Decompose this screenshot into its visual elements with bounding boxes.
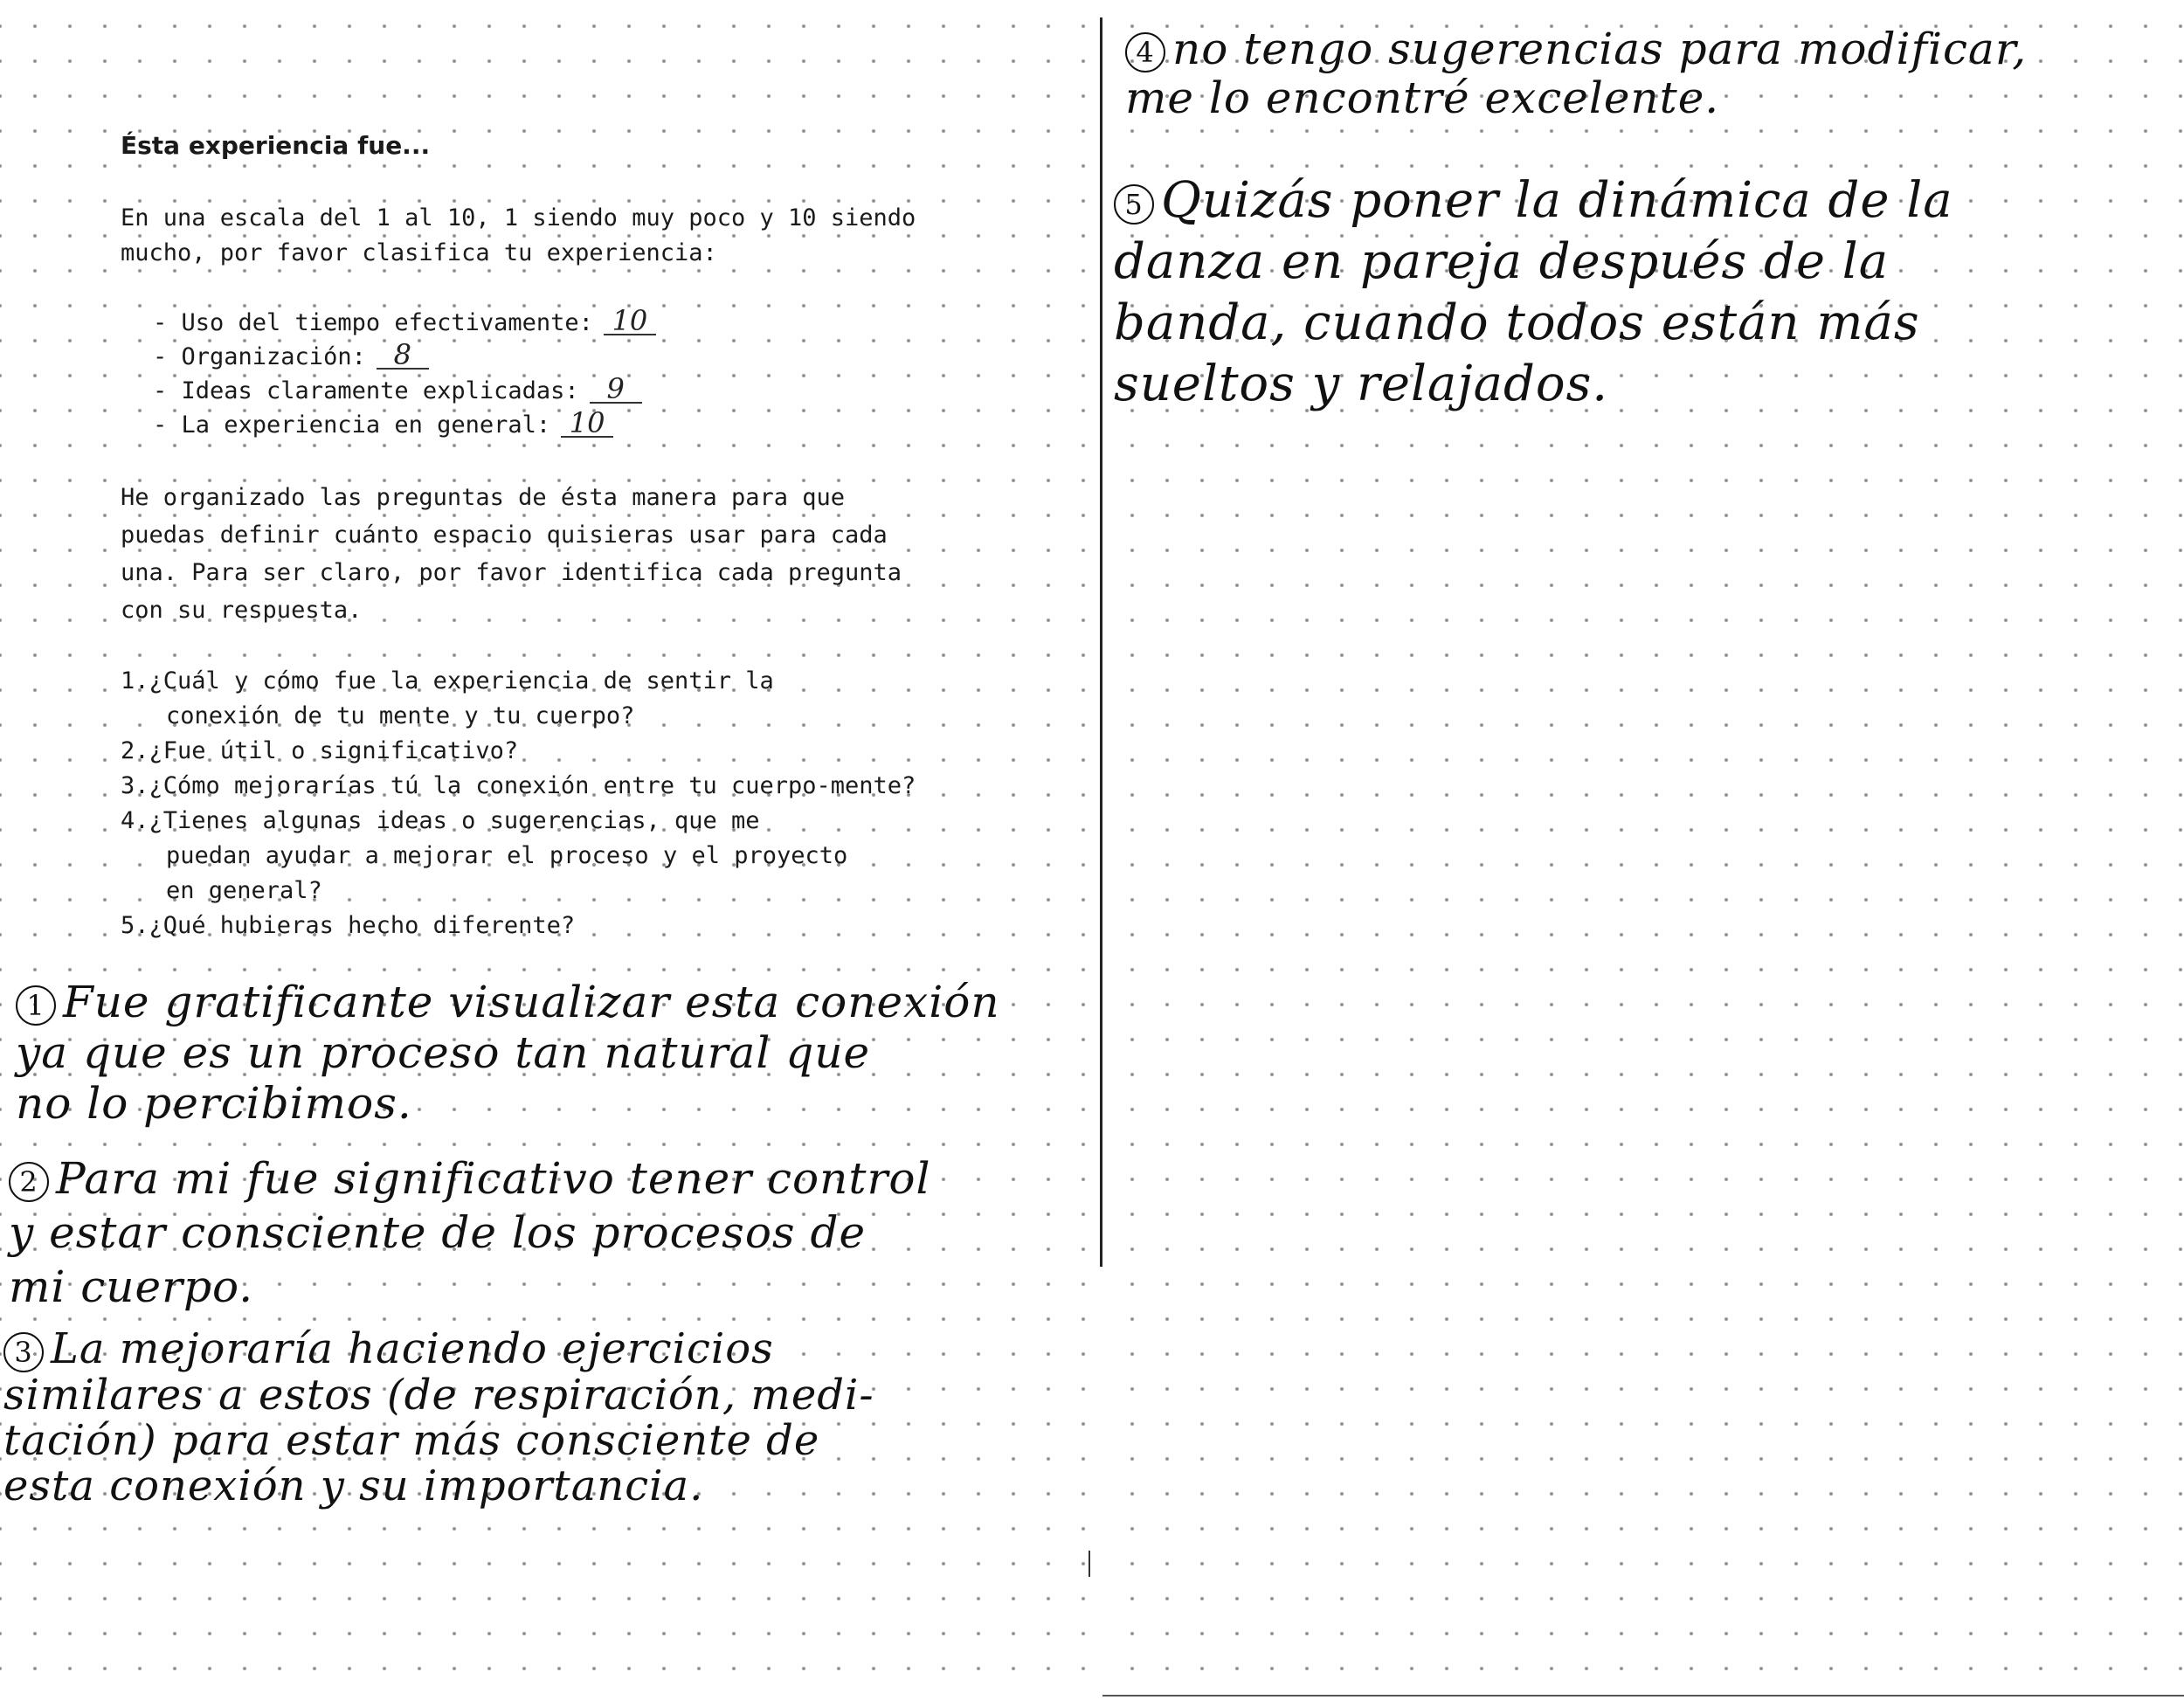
question-text: 4.¿Tienes algunas ideas o sugerencias, que me (121, 807, 760, 834)
question-item (121, 909, 916, 943)
page-bottom-edge (1102, 1695, 2184, 1697)
page-divider-mark (1089, 1551, 1090, 1577)
handwritten-answer-3 (3, 1326, 1087, 1509)
question-item (121, 804, 916, 909)
page-divider (1100, 17, 1102, 1267)
rating-instructions: En una escala del 1 al 10, 1 siendo muy poco y 10 siendo mucho, por favor clasifica tu experiencia: (121, 204, 916, 266)
rating-value: 10 (604, 308, 656, 335)
rating-value: 8 (377, 342, 429, 370)
rating-label: - Organización: (153, 343, 366, 370)
question-item (121, 664, 916, 734)
handwritten-answer-2 (9, 1151, 1079, 1314)
answer-number: 1 (16, 985, 56, 1026)
question-item (121, 769, 916, 804)
answer-text: Fue gratificante visualizar esta conexión ya que es un proceso tan natural que no lo percibimos. (16, 977, 1000, 1129)
rating-item (153, 374, 656, 408)
rating-item (153, 408, 656, 442)
handwritten-answer-4 (1125, 24, 2178, 122)
rating-label: - Ideas claramente explicadas: (153, 377, 579, 404)
answer-text: Quizás poner la dinámica de la danza en pareja después de la banda, cuando todos están más sueltos y relajados. (1114, 172, 1953, 412)
question-item (121, 734, 916, 769)
rating-value: 9 (590, 376, 642, 404)
question-text: 5.¿Qué hubieras hecho diferente? (121, 912, 576, 939)
rating-list (153, 306, 656, 442)
handwritten-answer-5 (1114, 170, 2167, 415)
rating-label: - Uso del tiempo efectivamente: (153, 309, 593, 336)
rating-value: 10 (561, 410, 613, 438)
answer-text: Para mi fue significativo tener control y estar consciente de los procesos de mi cuerpo. (9, 1153, 931, 1312)
question-text: 2.¿Fue útil o significativo? (121, 737, 519, 764)
rating-item (153, 340, 656, 374)
rating-label: - La experiencia en general: (153, 411, 551, 439)
question-text-continued: puedan ayudar a mejorar el proceso y el proyecto en general? (166, 842, 848, 904)
question-explanation: He organizado las preguntas de ésta manera para que puedas definir cuánto espacio quisieras usar para cada una. Para ser claro, por favor identifica cada pregunta con su respuesta. (121, 484, 902, 624)
answer-text: La mejoraría haciendo ejercicios similares a estos (de respiración, medi- tación) para estar más consciente de esta conexión y su importancia. (3, 1324, 874, 1510)
answer-number: 3 (3, 1332, 44, 1372)
question-text-continued: conexión de tu mente y tu cuerpo? (166, 702, 635, 729)
answer-number: 5 (1114, 184, 1154, 225)
question-list (121, 664, 916, 943)
answer-number: 2 (9, 1162, 49, 1202)
rating-item (153, 306, 656, 340)
answer-number: 4 (1125, 32, 1165, 73)
question-text: 1.¿Cuál y cómo fue la experiencia de sentir la (121, 667, 774, 695)
question-text: 3.¿Cómo mejorarías tú la conexión entre tu cuerpo-mente? (121, 772, 916, 799)
answer-text: no tengo sugerencias para modificar, me lo encontré excelente. (1125, 24, 2028, 123)
form-title: Ésta experiencia fue... (121, 131, 431, 160)
handwritten-answer-1 (16, 977, 1086, 1129)
